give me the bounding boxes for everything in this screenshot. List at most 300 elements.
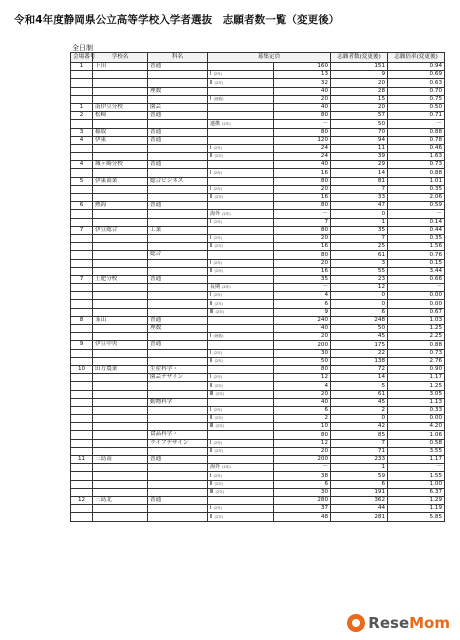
school-name-cell — [93, 439, 148, 447]
table-row — [71, 284, 445, 292]
table-row — [71, 234, 445, 242]
ratio-cell: 1.06 — [388, 431, 445, 439]
ratio-cell: 3.44 — [388, 267, 445, 275]
sub-category-note: (2年) — [213, 350, 223, 355]
venue-number-cell — [71, 464, 93, 472]
applicants-cell: 42 — [331, 423, 388, 431]
school-name-cell — [93, 194, 148, 202]
table-row — [71, 415, 445, 423]
course-name-cell: 総合 — [148, 251, 208, 259]
table-row — [71, 472, 445, 480]
ratio-cell: 0.88 — [388, 169, 445, 177]
venue-number-cell — [71, 284, 93, 292]
course-name-cell — [148, 79, 208, 87]
quota-cell: 48 — [274, 513, 331, 521]
ratio-cell: 0.63 — [388, 79, 445, 87]
ratio-cell: 3.05 — [388, 390, 445, 398]
quota-cell: 30 — [274, 488, 331, 496]
school-name-cell — [93, 251, 148, 259]
header-ratio: 志願倍率(変更後) — [388, 53, 445, 63]
table-row — [71, 505, 445, 513]
school-name-cell: 土肥分校 — [93, 275, 148, 283]
applicants-cell: 7 — [331, 439, 388, 447]
sub-category-cell — [208, 390, 274, 398]
applicants-cell: 57 — [331, 112, 388, 120]
ratio-cell: 0.00 — [388, 300, 445, 308]
quota-cell: － — [274, 284, 331, 292]
sub-category-note: (2年) — [213, 293, 223, 298]
school-name-cell: 城ヶ崎分校 — [93, 161, 148, 169]
applicants-cell: 5 — [331, 382, 388, 390]
school-name-cell: 松崎 — [93, 112, 148, 120]
quota-cell: 80 — [274, 128, 331, 136]
course-name-cell — [148, 415, 208, 423]
applicants-cell: 14 — [331, 374, 388, 382]
sub-category-cell — [208, 382, 274, 390]
course-name-cell — [148, 513, 208, 521]
applicants-cell: 44 — [331, 505, 388, 513]
sub-category-label: Ⅰ — [210, 374, 212, 381]
quota-cell: 80 — [274, 202, 331, 210]
course-name-cell — [148, 390, 208, 398]
ratio-cell: 0.88 — [388, 128, 445, 136]
table-row — [71, 513, 445, 521]
venue-number-cell — [71, 120, 93, 128]
sub-category-cell — [208, 226, 274, 234]
ratio-cell: 1.25 — [388, 382, 445, 390]
sub-category-label: Ⅱ — [210, 300, 213, 307]
table-row — [71, 267, 445, 275]
sub-category-cell — [208, 398, 274, 406]
quota-cell: 20 — [274, 95, 331, 103]
sub-category-cell — [208, 488, 274, 496]
ratio-cell: 0.73 — [388, 349, 445, 357]
ratio-cell: 1.25 — [388, 325, 445, 333]
venue-number-cell — [71, 185, 93, 193]
venue-number-cell — [71, 439, 93, 447]
sub-category-label: 海外 — [210, 210, 221, 217]
course-name-cell: 動物科学 — [148, 398, 208, 406]
sub-category-label: Ⅰ — [210, 259, 212, 266]
table-row — [71, 136, 445, 144]
applicants-cell: 20 — [331, 103, 388, 111]
sub-category-cell — [208, 415, 274, 423]
applicants-cell: 71 — [331, 447, 388, 455]
resemom-logo-mark-icon — [347, 614, 365, 632]
table-row — [71, 120, 445, 128]
ratio-cell: 1.17 — [388, 374, 445, 382]
course-name-cell: 普通 — [148, 161, 208, 169]
venue-number-cell — [71, 382, 93, 390]
quota-cell: 6 — [274, 480, 331, 488]
ratio-cell: 0.71 — [388, 112, 445, 120]
sub-category-note: (2年) — [214, 154, 224, 159]
sub-category-cell — [208, 341, 274, 349]
sub-category-note: (2年) — [213, 170, 223, 175]
venue-number-cell — [71, 300, 93, 308]
course-name-cell: 普通 — [148, 202, 208, 210]
sub-category-note: (2年) — [214, 195, 224, 200]
course-name-cell: 総合ビジネス — [148, 177, 208, 185]
school-name-cell: 稲取 — [93, 128, 148, 136]
applicants-cell: 50 — [331, 120, 388, 128]
venue-number-cell — [71, 357, 93, 365]
ratio-cell: 0.46 — [388, 144, 445, 152]
course-name-cell: 食品科学・ — [148, 431, 208, 439]
resemom-logo-wordmark — [368, 614, 450, 632]
ratio-cell: － — [388, 284, 445, 292]
sub-category-note: (2年) — [214, 301, 224, 306]
sub-category-cell — [208, 267, 274, 275]
table-row — [71, 218, 445, 226]
school-name-cell: 伊豆中央 — [93, 341, 148, 349]
quota-cell: 40 — [274, 103, 331, 111]
table-row — [71, 447, 445, 455]
applicants-cell: 138 — [331, 357, 388, 365]
sub-category-cell — [208, 169, 274, 177]
venue-number-cell — [71, 87, 93, 95]
school-name-cell: 伊豆総合 — [93, 226, 148, 234]
table-row — [71, 63, 445, 71]
quota-cell: 40 — [274, 161, 331, 169]
course-name-cell — [148, 300, 208, 308]
quota-cell: 37 — [274, 505, 331, 513]
venue-number-cell — [71, 505, 93, 513]
quota-cell: 32 — [274, 79, 331, 87]
sub-category-cell — [208, 161, 274, 169]
quota-cell: 80 — [274, 112, 331, 120]
school-name-cell — [93, 300, 148, 308]
quota-cell: 80 — [274, 365, 331, 373]
sub-category-cell — [208, 144, 274, 152]
sub-category-note: (2年) — [213, 408, 223, 413]
applicants-cell: 0 — [331, 415, 388, 423]
venue-number-cell — [71, 431, 93, 439]
header-venue-number: 会場番号 — [71, 53, 93, 63]
sub-category-cell — [208, 456, 274, 464]
ratio-cell: 0.15 — [388, 259, 445, 267]
sub-category-label: Ⅰ — [210, 235, 212, 242]
course-name-cell — [148, 480, 208, 488]
table-row — [71, 112, 445, 120]
quota-cell: 200 — [274, 341, 331, 349]
table-row — [71, 431, 445, 439]
quota-cell: 20 — [274, 333, 331, 341]
course-name-cell — [148, 95, 208, 103]
venue-number-cell — [71, 71, 93, 79]
quota-cell: 12 — [274, 439, 331, 447]
school-name-cell — [93, 169, 148, 177]
course-name-cell — [148, 194, 208, 202]
school-name-cell — [93, 79, 148, 87]
quota-cell: 20 — [274, 185, 331, 193]
school-name-cell — [93, 513, 148, 521]
school-name-cell: 伊東 — [93, 136, 148, 144]
applicants-cell: 12 — [331, 284, 388, 292]
table-row — [71, 71, 445, 79]
sub-category-cell — [208, 431, 274, 439]
venue-number-cell — [71, 308, 93, 316]
quota-cell: 35 — [274, 275, 331, 283]
applicants-cell: 59 — [331, 472, 388, 480]
sub-category-label: Ⅰ — [210, 71, 212, 78]
ratio-cell: 1.55 — [388, 472, 445, 480]
sub-category-cell — [208, 472, 274, 480]
table-row — [71, 496, 445, 504]
sub-category-cell — [208, 234, 274, 242]
venue-number-cell: 8 — [71, 316, 93, 324]
school-name-cell — [93, 505, 148, 513]
sub-category-label: Ⅱ — [210, 153, 213, 160]
table-row — [71, 423, 445, 431]
quota-cell: 20 — [274, 447, 331, 455]
sub-category-note: (2年) — [214, 383, 224, 388]
applicants-cell: 14 — [331, 169, 388, 177]
course-name-cell: 工業 — [148, 226, 208, 234]
table-row — [71, 194, 445, 202]
sub-category-label: Ⅲ — [210, 308, 214, 315]
resemom-logo — [347, 612, 450, 634]
school-name-cell — [93, 71, 148, 79]
school-name-cell — [93, 415, 148, 423]
table-row — [71, 161, 445, 169]
venue-number-cell: 12 — [71, 496, 93, 504]
sub-category-label: Ⅱ — [210, 513, 213, 520]
course-name-cell: 理数 — [148, 87, 208, 95]
sub-category-label: Ⅰ — [210, 95, 212, 102]
course-name-cell: 普通 — [148, 275, 208, 283]
sub-category-note: (理数) — [213, 96, 224, 101]
sub-category-cell — [208, 275, 274, 283]
ratio-cell: 2.76 — [388, 357, 445, 365]
applicants-cell: 7 — [331, 234, 388, 242]
school-name-cell: 伊東商業 — [93, 177, 148, 185]
applicants-cell: 35 — [331, 226, 388, 234]
quota-cell: 40 — [274, 87, 331, 95]
sub-category-note: (2年) — [213, 146, 223, 151]
school-name-cell: 田方農業 — [93, 365, 148, 373]
quota-cell: 20 — [274, 259, 331, 267]
sub-category-cell — [208, 128, 274, 136]
applicants-cell: 281 — [331, 513, 388, 521]
ratio-cell: 2.06 — [388, 194, 445, 202]
school-name-cell: 南伊豆分校 — [93, 103, 148, 111]
venue-number-cell — [71, 267, 93, 275]
table-row — [71, 243, 445, 251]
applicants-cell: 39 — [331, 153, 388, 161]
quota-cell: 16 — [274, 194, 331, 202]
school-name-cell — [93, 431, 148, 439]
venue-number-cell — [71, 153, 93, 161]
table-row — [71, 202, 445, 210]
sub-category-label: Ⅱ — [210, 480, 213, 487]
table-row — [71, 292, 445, 300]
sub-category-cell — [208, 95, 274, 103]
table-row — [71, 456, 445, 464]
sub-category-note: (2年) — [214, 358, 224, 363]
course-name-cell — [148, 505, 208, 513]
school-name-cell — [93, 218, 148, 226]
quota-cell: 10 — [274, 423, 331, 431]
header-course-name: 科名 — [148, 53, 208, 63]
sub-category-label: Ⅱ — [210, 79, 213, 86]
venue-number-cell — [71, 169, 93, 177]
ratio-cell: 0.70 — [388, 87, 445, 95]
sub-category-note: (2年) — [214, 449, 224, 453]
applicants-cell: 85 — [331, 431, 388, 439]
sub-category-note: (2年) — [214, 416, 224, 421]
quota-cell: 80 — [274, 177, 331, 185]
sub-category-label: Ⅲ — [210, 488, 214, 495]
quota-cell: － — [274, 464, 331, 472]
table-row — [71, 488, 445, 496]
school-name-cell — [93, 406, 148, 414]
applicants-cell: 55 — [331, 267, 388, 275]
ratio-cell: 0.50 — [388, 103, 445, 111]
quota-cell: 6 — [274, 300, 331, 308]
applicants-cell: 61 — [331, 251, 388, 259]
sub-category-cell — [208, 513, 274, 521]
sub-category-label: Ⅲ — [210, 390, 214, 397]
school-name-cell — [93, 472, 148, 480]
quota-cell: 9 — [274, 308, 331, 316]
ratio-cell: 0.88 — [388, 341, 445, 349]
applicants-cell: 2 — [331, 406, 388, 414]
venue-number-cell: 1 — [71, 103, 93, 111]
table-row — [71, 79, 445, 87]
sub-category-cell — [208, 325, 274, 333]
venue-number-cell — [71, 415, 93, 423]
course-name-cell — [148, 259, 208, 267]
sub-category-cell — [208, 259, 274, 267]
venue-number-cell: 1 — [71, 63, 93, 71]
venue-number-cell — [71, 210, 93, 218]
school-name-cell: 熱海 — [93, 202, 148, 210]
course-name-cell — [148, 308, 208, 316]
sub-category-label: Ⅱ — [210, 357, 213, 364]
school-name-cell — [93, 390, 148, 398]
header-school-name: 学校名 — [93, 53, 148, 63]
sub-category-label: Ⅱ — [210, 243, 213, 250]
applicants-cell: 11 — [331, 144, 388, 152]
sub-category-cell — [208, 480, 274, 488]
sub-category-label: Ⅰ — [210, 439, 212, 446]
applicants-cell: 23 — [331, 275, 388, 283]
venue-number-cell — [71, 251, 93, 259]
quota-cell: 7 — [274, 218, 331, 226]
school-name-cell — [93, 153, 148, 161]
venue-number-cell: 10 — [71, 365, 93, 373]
ratio-cell: 4.20 — [388, 423, 445, 431]
table-row — [71, 374, 445, 382]
sub-category-note: (2年) — [213, 187, 223, 191]
table-row — [71, 226, 445, 234]
table-row — [71, 169, 445, 177]
venue-number-cell: 5 — [71, 177, 93, 185]
sub-category-cell — [208, 136, 274, 144]
sub-category-cell — [208, 406, 274, 414]
school-name-cell — [93, 488, 148, 496]
school-name-cell: 下田 — [93, 63, 148, 71]
ratio-cell: － — [388, 120, 445, 128]
logo-text-a: Rese — [368, 614, 410, 632]
sub-category-label: Ⅰ — [210, 407, 212, 414]
sub-category-cell — [208, 505, 274, 513]
sub-category-note: (2年) — [213, 236, 223, 241]
sub-category-cell — [208, 251, 274, 259]
course-name-cell: 普通 — [148, 136, 208, 144]
course-name-cell — [148, 120, 208, 128]
sub-category-note: (理数) — [213, 334, 224, 339]
school-name-cell — [93, 144, 148, 152]
table-row — [71, 406, 445, 414]
course-name-cell — [148, 333, 208, 341]
ratio-cell: 1.17 — [388, 456, 445, 464]
course-name-cell — [148, 144, 208, 152]
school-name-cell — [93, 333, 148, 341]
header-quota: 募集定員 — [208, 53, 331, 63]
ratio-cell: 0.76 — [388, 251, 445, 259]
ratio-cell: 0.75 — [388, 95, 445, 103]
course-name-cell: 普通 — [148, 128, 208, 136]
sub-category-cell — [208, 194, 274, 202]
school-name-cell — [93, 398, 148, 406]
sub-category-cell — [208, 79, 274, 87]
course-name-cell: ライフデザイン — [148, 439, 208, 447]
school-name-cell — [93, 447, 148, 455]
venue-number-cell — [71, 472, 93, 480]
ratio-cell: 1.63 — [388, 153, 445, 161]
header-applicants: 志願者数(変更後) — [331, 53, 388, 63]
sub-category-cell — [208, 365, 274, 373]
school-name-cell — [93, 95, 148, 103]
school-name-cell — [93, 234, 148, 242]
table-row — [71, 185, 445, 193]
course-name-cell — [148, 71, 208, 79]
sub-category-cell — [208, 210, 274, 218]
sub-category-cell — [208, 292, 274, 300]
venue-number-cell: 4 — [71, 136, 93, 144]
quota-cell: 280 — [274, 496, 331, 504]
school-name-cell — [93, 267, 148, 275]
sub-category-label: Ⅰ — [210, 218, 212, 225]
ratio-cell: 1.03 — [388, 316, 445, 324]
ratio-cell: 0.69 — [388, 71, 445, 79]
table-row — [71, 87, 445, 95]
venue-number-cell — [71, 234, 93, 242]
school-name-cell — [93, 185, 148, 193]
quota-cell: 160 — [274, 63, 331, 71]
applicants-cell: 233 — [331, 456, 388, 464]
table-row — [71, 390, 445, 398]
applicants-cell: 0 — [331, 300, 388, 308]
applicants-cell: 1 — [331, 464, 388, 472]
venue-number-cell — [71, 259, 93, 267]
applicants-cell: 9 — [331, 71, 388, 79]
venue-number-cell: 2 — [71, 112, 93, 120]
ratio-cell: 0.33 — [388, 406, 445, 414]
school-name-cell — [93, 357, 148, 365]
sub-category-label: 長期 — [210, 284, 221, 291]
sub-category-cell — [208, 349, 274, 357]
sub-category-cell — [208, 423, 274, 431]
sub-category-note: (2年) — [214, 80, 224, 85]
sub-category-note: (2年) — [214, 481, 224, 486]
sub-category-label: Ⅰ — [210, 505, 212, 512]
quota-cell: 80 — [274, 226, 331, 234]
table-row — [71, 308, 445, 316]
sub-category-cell — [208, 333, 274, 341]
